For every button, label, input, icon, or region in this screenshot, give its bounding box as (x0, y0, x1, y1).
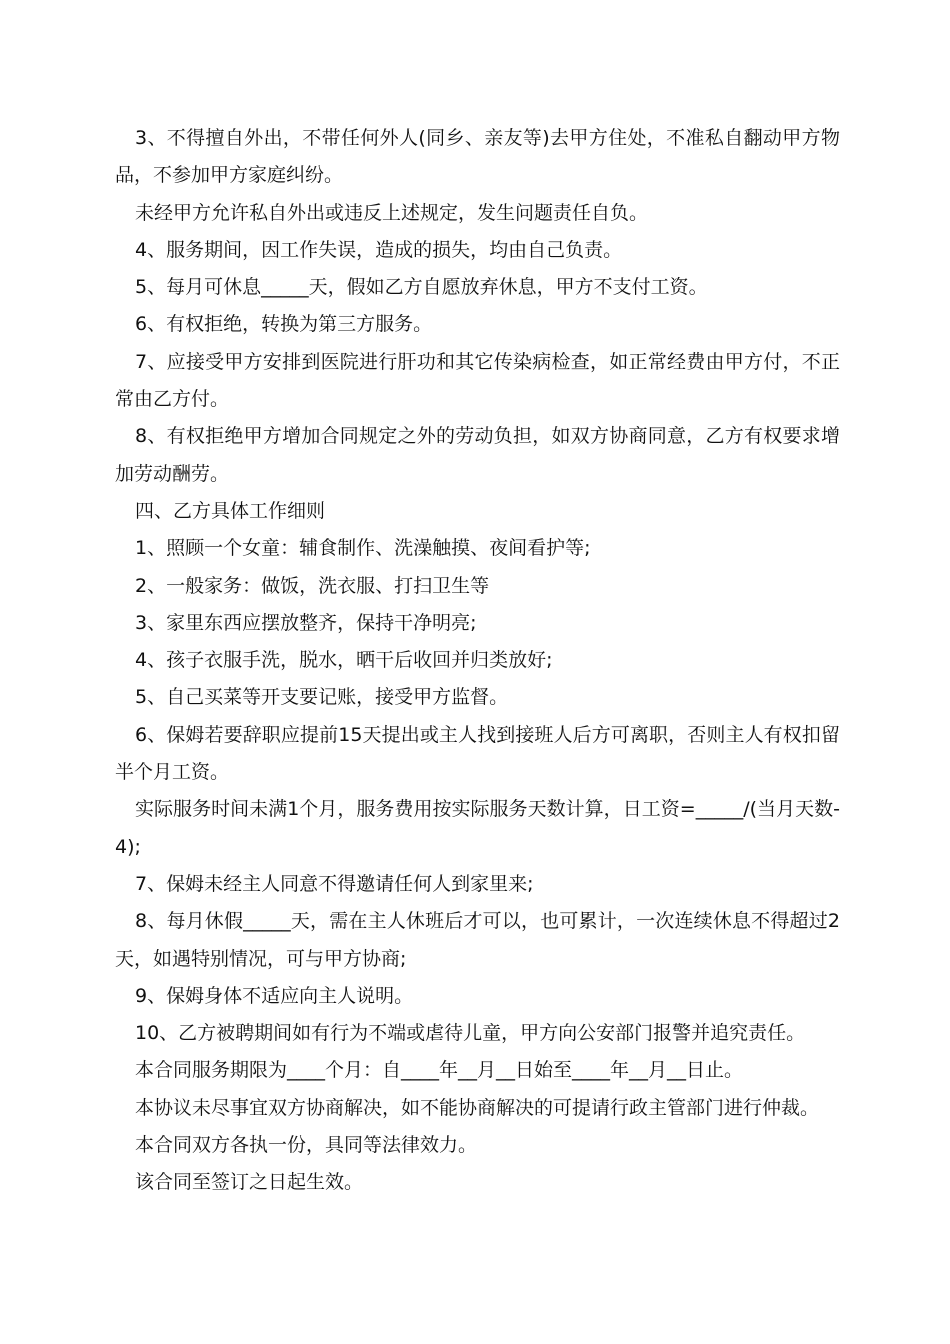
dispute-resolution: 本协议未尽事宜双方协商解决，如不能协商解决的可提请行政主管部门进行仲裁。 (135, 1096, 820, 1119)
detail-8-monthly-leave: 8、每月休假_____天，需在主人休班后才可以，也可累计，一次连续休息不得超过2天，如遇特别情况，可与甲方协商; (115, 910, 840, 970)
clause-5-monthly-rest: 5、每月可休息_____天，假如乙方自愿放弃休息，甲方不支付工资。 (135, 276, 708, 299)
clause-3-no-going-out: 3、不得擅自外出，不带任何外人(同乡、亲友等)去甲方住处，不准私自翻动甲方物品，不参加甲方家庭纠纷。 (115, 127, 840, 187)
contract-term: 本合同服务期限为____个月：自____年__月__日始至____年__月__日止。 (135, 1059, 744, 1082)
clause-4-work-errors: 4、服务期间，因工作失误，造成的损失，均由自己负责。 (135, 238, 623, 261)
detail-1-childcare: 1、照顾一个女童：辅食制作、洗澡触摸、夜间看护等; (135, 537, 591, 560)
section-heading-work-details: 四、乙方具体工作细则 (135, 499, 326, 522)
detail-daily-wage: 实际服务时间未满1个月，服务费用按实际服务天数计算，日工资=_____/(当月天数-4); (115, 798, 840, 858)
clause-8-extra-labor: 8、有权拒绝甲方增加合同规定之外的劳动负担，如双方协商同意，乙方有权要求增加劳动酬劳。 (115, 425, 840, 485)
clause-unauthorized-outing: 未经甲方允许私自外出或违反上述规定，发生问题责任自负。 (135, 201, 649, 224)
detail-9-health-report: 9、保姆身体不适应向主人说明。 (135, 984, 414, 1007)
copies-clause: 本合同双方各执一份，具同等法律效力。 (135, 1134, 478, 1157)
document-body (115, 120, 840, 1202)
detail-5-expenses: 5、自己买菜等开支要记账，接受甲方监督。 (135, 686, 509, 709)
detail-10-misconduct: 10、乙方被聘期间如有行为不端或虐待儿童，甲方向公安部门报警并追究责任。 (135, 1022, 806, 1045)
detail-7-no-visitors: 7、保姆未经主人同意不得邀请任何人到家里来; (135, 872, 534, 895)
detail-4-laundry: 4、孩子衣服手洗，脱水，晒干后收回并归类放好; (135, 649, 553, 672)
effective-clause: 该合同至签订之日起生效。 (135, 1171, 364, 1194)
detail-2-housework: 2、一般家务：做饭，洗衣服、打扫卫生等 (135, 574, 490, 597)
clause-7-health-check: 7、应接受甲方安排到医院进行肝功和其它传染病检查，如正常经费由甲方付，不正常由乙方付。 (115, 350, 840, 411)
clause-6-right-to-refuse: 6、有权拒绝，转换为第三方服务。 (135, 313, 433, 336)
detail-3-tidiness: 3、家里东西应摆放整齐，保持干净明亮; (135, 611, 477, 634)
detail-6-resignation: 6、保姆若要辞职应提前15天提出或主人找到接班人后方可离职，否则主人有权扣留半个月工资。 (115, 723, 840, 784)
